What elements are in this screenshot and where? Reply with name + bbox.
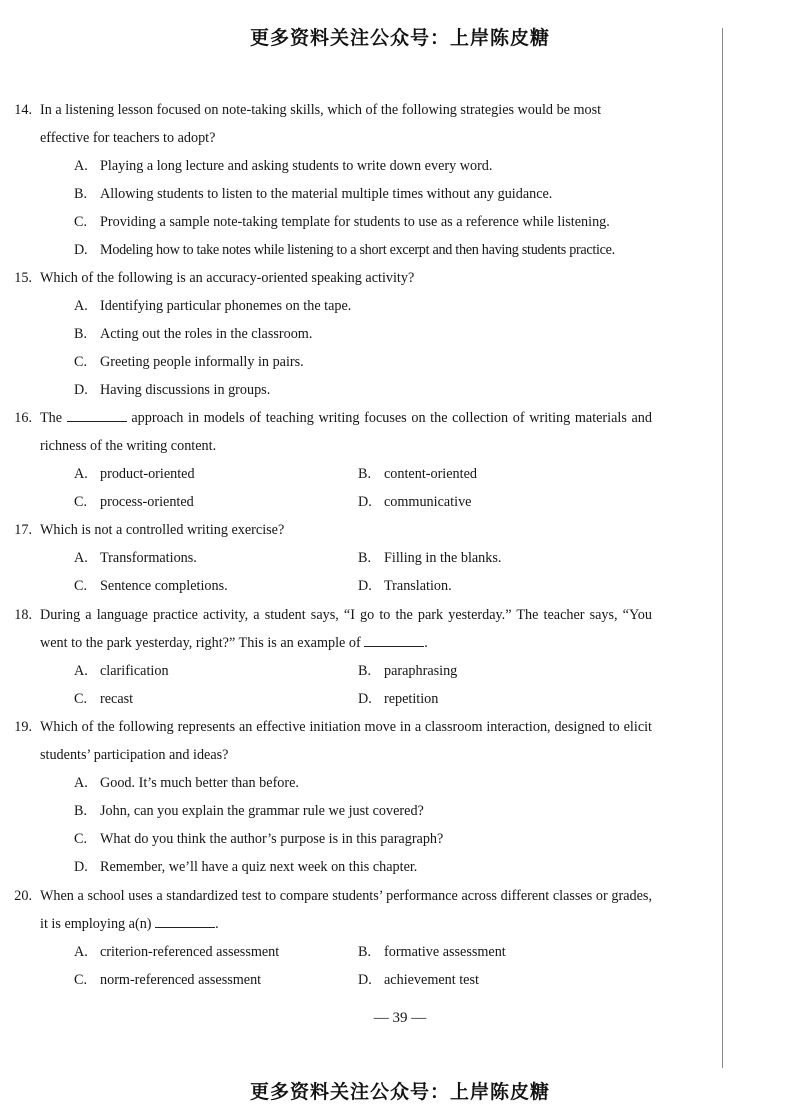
option-d bbox=[74, 376, 270, 404]
option-letter: C. bbox=[74, 691, 88, 707]
option-text: Modeling how to take notes while listening to a short excerpt and then having students practice. bbox=[100, 242, 615, 258]
option-b bbox=[74, 320, 312, 348]
option-text: Providing a sample note-taking template for students to use as a reference while listening. bbox=[100, 214, 610, 230]
option-letter: A. bbox=[74, 775, 88, 791]
answer-blank bbox=[364, 632, 424, 647]
stem-text-before: The bbox=[40, 410, 63, 426]
stem-text: In a listening lesson focused on note-taking skills, which of the following strategies would be most effective for teachers to adopt? bbox=[40, 102, 602, 146]
option-c bbox=[74, 572, 228, 600]
option-a bbox=[74, 152, 492, 180]
option-text: Transformations. bbox=[100, 550, 197, 566]
option-c bbox=[74, 966, 261, 994]
question-number: 18. bbox=[14, 607, 32, 623]
option-letter: D. bbox=[358, 578, 372, 594]
option-d bbox=[358, 488, 471, 516]
option-letter: C. bbox=[74, 214, 88, 230]
option-text: criterion-referenced assessment bbox=[100, 944, 280, 960]
stem-text: Which of the following represents an effective initiation move in a classroom interaction, designed to elicit students’ participation and ideas? bbox=[40, 719, 652, 763]
stem-text-after: . bbox=[215, 916, 219, 932]
option-text: Translation. bbox=[384, 578, 452, 594]
option-text: What do you think the author’s purpose is in this paragraph? bbox=[100, 831, 444, 847]
option-letter: D. bbox=[74, 859, 88, 875]
option-text: Filling in the blanks. bbox=[384, 550, 502, 566]
option-letter: A. bbox=[74, 298, 88, 314]
answer-blank bbox=[155, 913, 215, 928]
option-text: content-oriented bbox=[384, 466, 477, 482]
option-text: clarification bbox=[100, 663, 169, 679]
option-a bbox=[74, 544, 197, 572]
question-stem bbox=[14, 713, 652, 769]
question-stem bbox=[14, 404, 652, 460]
option-letter: A. bbox=[74, 663, 88, 679]
option-letter: B. bbox=[358, 663, 372, 679]
question-stem bbox=[14, 96, 652, 152]
option-letter: D. bbox=[358, 691, 372, 707]
option-text: achievement test bbox=[384, 972, 479, 988]
option-c bbox=[74, 825, 443, 853]
header-banner: 更多资料关注公众号：上岸陈皮糖 bbox=[249, 27, 550, 49]
option-letter: A. bbox=[74, 466, 88, 482]
option-b bbox=[358, 544, 501, 572]
option-a bbox=[74, 938, 279, 966]
option-letter: B. bbox=[358, 550, 372, 566]
option-a bbox=[74, 769, 299, 797]
footer-banner: 更多资料关注公众号：上岸陈皮糖 bbox=[249, 1081, 550, 1103]
question-number: 17. bbox=[14, 522, 32, 538]
option-b bbox=[358, 460, 477, 488]
question-stem bbox=[14, 601, 652, 657]
option-letter: C. bbox=[74, 972, 88, 988]
stem-text-after: . bbox=[424, 635, 428, 651]
option-letter: A. bbox=[74, 158, 88, 174]
option-text: Greeting people informally in pairs. bbox=[100, 354, 304, 370]
option-text: product-oriented bbox=[100, 466, 195, 482]
option-text: Acting out the roles in the classroom. bbox=[100, 326, 313, 342]
option-b bbox=[74, 180, 552, 208]
option-b bbox=[358, 938, 506, 966]
option-letter: C. bbox=[74, 578, 88, 594]
stem-text-after: approach in models of teaching writing focuses on the collection of writing materials and richness of the writing content. bbox=[40, 410, 652, 454]
option-letter: A. bbox=[74, 550, 88, 566]
option-d bbox=[74, 236, 615, 264]
option-letter: D. bbox=[74, 382, 88, 398]
option-text: Playing a long lecture and asking students to write down every word. bbox=[100, 158, 493, 174]
question-number: 14. bbox=[14, 102, 32, 118]
stem-text-before: When a school uses a standardized test to compare students’ performance across different classes or grades, it is employing a(n) bbox=[40, 888, 652, 932]
question-stem bbox=[14, 264, 652, 292]
option-text: process-oriented bbox=[100, 494, 194, 510]
option-d bbox=[358, 685, 438, 713]
question-number: 16. bbox=[14, 410, 32, 426]
stem-text-before: During a language practice activity, a student says, “I go to the park yesterday.” The teacher says, “You went to the park yesterday, right?” This is an example of bbox=[40, 607, 652, 651]
option-a bbox=[74, 460, 195, 488]
option-letter: C. bbox=[74, 354, 88, 370]
option-b bbox=[74, 797, 424, 825]
option-text: Identifying particular phonemes on the tape. bbox=[100, 298, 352, 314]
option-text: Remember, we’ll have a quiz next week on this chapter. bbox=[100, 859, 418, 875]
option-text: John, can you explain the grammar rule we just covered? bbox=[100, 803, 424, 819]
option-letter: D. bbox=[74, 242, 88, 258]
option-c bbox=[74, 208, 610, 236]
option-text: Allowing students to listen to the material multiple times without any guidance. bbox=[100, 186, 553, 202]
question-stem bbox=[14, 516, 652, 544]
option-letter: C. bbox=[74, 831, 88, 847]
option-letter: B. bbox=[74, 803, 88, 819]
option-letter: D. bbox=[358, 972, 372, 988]
option-letter: B. bbox=[74, 186, 88, 202]
option-text: Having discussions in groups. bbox=[100, 382, 271, 398]
option-a bbox=[74, 292, 351, 320]
page-number: — 39 — bbox=[373, 1010, 427, 1026]
option-text: norm-referenced assessment bbox=[100, 972, 262, 988]
option-letter: B. bbox=[74, 326, 88, 342]
question-number: 19. bbox=[14, 719, 32, 735]
option-c bbox=[74, 348, 304, 376]
option-text: repetition bbox=[384, 691, 439, 707]
option-d bbox=[74, 853, 417, 881]
question-number: 15. bbox=[14, 270, 32, 286]
option-d bbox=[358, 572, 452, 600]
option-letter: C. bbox=[74, 494, 88, 510]
answer-blank bbox=[67, 407, 127, 422]
stem-text: Which of the following is an accuracy-oriented speaking activity? bbox=[40, 270, 415, 286]
option-text: recast bbox=[100, 691, 134, 707]
option-letter: B. bbox=[358, 944, 372, 960]
option-c bbox=[74, 685, 133, 713]
question-number: 20. bbox=[14, 888, 32, 904]
option-a bbox=[74, 657, 169, 685]
option-d bbox=[358, 966, 479, 994]
option-letter: D. bbox=[358, 494, 372, 510]
option-text: paraphrasing bbox=[384, 663, 458, 679]
option-text: Sentence completions. bbox=[100, 578, 228, 594]
option-text: communicative bbox=[384, 494, 472, 510]
option-letter: B. bbox=[358, 466, 372, 482]
question-stem bbox=[14, 882, 652, 938]
margin-rule bbox=[722, 28, 723, 1068]
option-b bbox=[358, 657, 457, 685]
stem-text: Which is not a controlled writing exercise? bbox=[40, 522, 285, 538]
option-text: formative assessment bbox=[384, 944, 506, 960]
option-c bbox=[74, 488, 194, 516]
option-text: Good. It’s much better than before. bbox=[100, 775, 299, 791]
option-letter: A. bbox=[74, 944, 88, 960]
